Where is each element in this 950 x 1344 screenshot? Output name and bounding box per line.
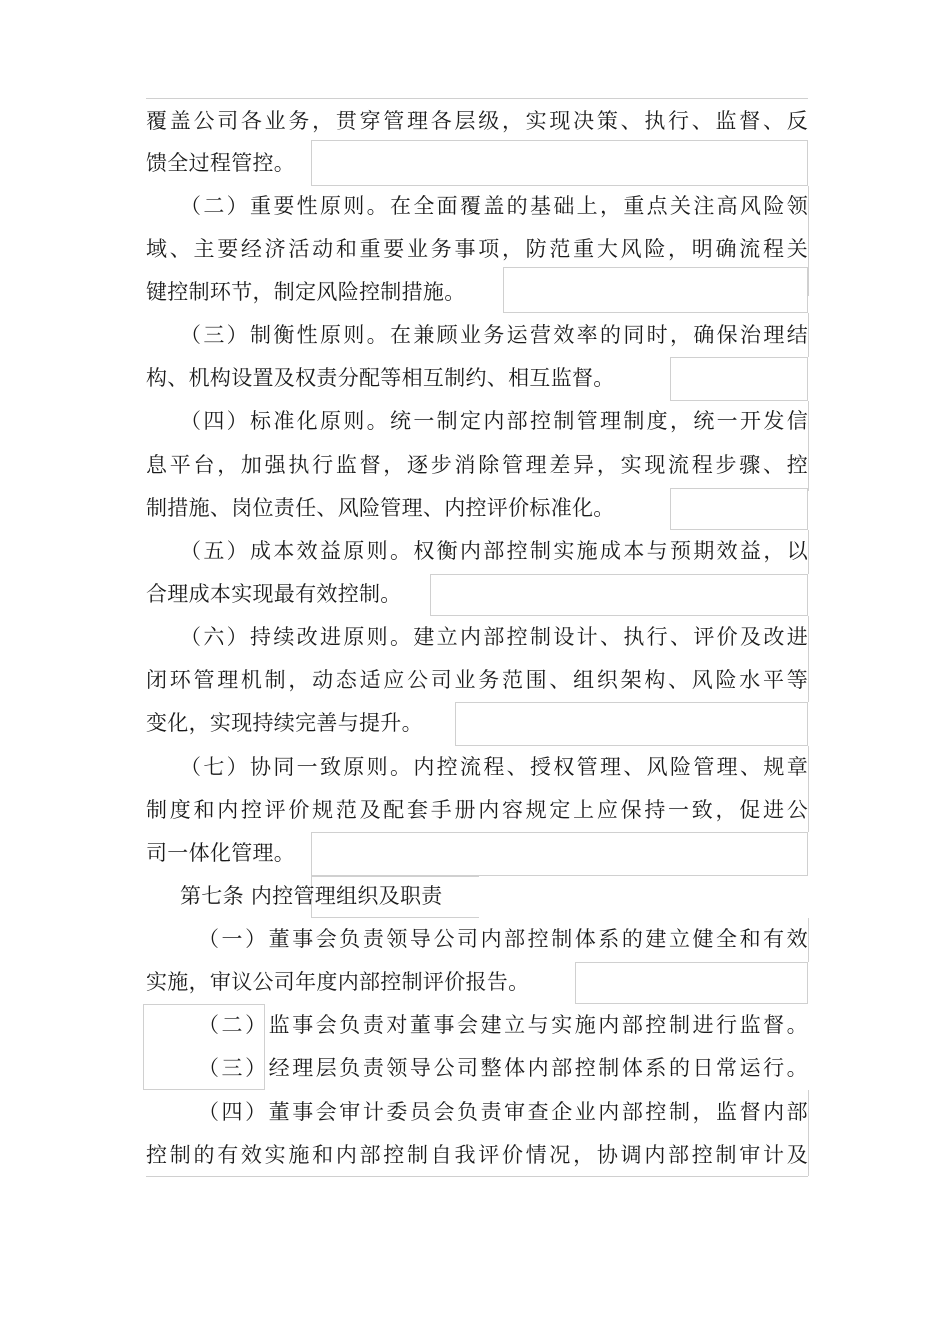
text-line: 键控制环节，制定风险控制措施。 — [146, 280, 466, 304]
text-line: 控制的有效实施和内部控制自我评价情况，协调内部控制审计及 — [146, 1143, 808, 1167]
guide-line — [808, 186, 809, 296]
text-line: 闭环管理机制，动态适应公司业务范围、组织架构、风险水平等 — [146, 668, 808, 692]
text-line: 覆盖公司各业务，贯穿管理各层级，实现决策、执行、监督、反 — [146, 109, 808, 133]
guide-line — [808, 616, 809, 702]
blank-box — [430, 574, 808, 616]
guide-line — [808, 1090, 809, 1176]
text-line: 变化，实现持续完善与提升。 — [146, 711, 423, 735]
text-line: 制度和内控评价规范及配套手册内容规定上应保持一致，促进公 — [146, 798, 808, 822]
blank-box — [575, 962, 808, 1004]
text-line: （六）持续改进原则。建立内部控制设计、执行、评价及改进 — [180, 625, 808, 649]
text-line: 司一体化管理。 — [146, 841, 296, 865]
guide-line — [146, 1176, 808, 1177]
text-line: （四）董事会审计委员会负责审查企业内部控制，监督内部 — [198, 1100, 808, 1124]
guide-line — [808, 530, 809, 574]
text-line: （一）董事会负责领导公司内部控制体系的建立健全和有效 — [198, 927, 808, 951]
text-line: （三）经理层负责领导公司整体内部控制体系的日常运行。 — [198, 1056, 808, 1080]
blank-box — [670, 488, 808, 530]
blank-box — [311, 832, 808, 876]
blank-box — [503, 267, 808, 313]
section-heading: 第七条 内控管理组织及职责 — [180, 884, 443, 908]
text-line: 合理成本实现最有效控制。 — [146, 582, 402, 606]
text-line: 实施，审议公司年度内部控制评价报告。 — [146, 970, 530, 994]
text-line: 息平台，加强执行监督，逐步消除管理差异，实现流程步骤、控 — [146, 453, 808, 477]
blank-box — [455, 702, 808, 746]
text-line: （二）重要性原则。在全面覆盖的基础上，重点关注高风险领 — [180, 194, 808, 218]
guide-line — [808, 401, 809, 491]
text-line: （二）监事会负责对董事会建立与实施内部控制进行监督。 — [198, 1013, 808, 1037]
text-line: （七）协同一致原则。内控流程、授权管理、风险管理、规章 — [180, 755, 808, 779]
text-line: （三）制衡性原则。在兼顾业务运营效率的同时，确保治理结 — [180, 323, 808, 347]
text-line: 馈全过程管控。 — [146, 151, 296, 175]
blank-box — [670, 357, 808, 401]
guide-line — [808, 313, 809, 357]
text-line: 域、主要经济活动和重要业务事项，防范重大风险，明确流程关 — [146, 237, 808, 261]
text-line: 制措施、岗位责任、风险管理、内控评价标准化。 — [146, 496, 615, 520]
guide-line — [808, 918, 809, 962]
text-line: 构、机构设置及权责分配等相互制约、相互监督。 — [146, 366, 615, 390]
guide-line — [146, 98, 808, 99]
guide-line — [808, 746, 809, 832]
text-line: （四）标准化原则。统一制定内部控制管理制度，统一开发信 — [180, 409, 808, 433]
text-line: （五）成本效益原则。权衡内部控制实施成本与预期效益，以 — [180, 539, 808, 563]
blank-box — [311, 140, 808, 186]
